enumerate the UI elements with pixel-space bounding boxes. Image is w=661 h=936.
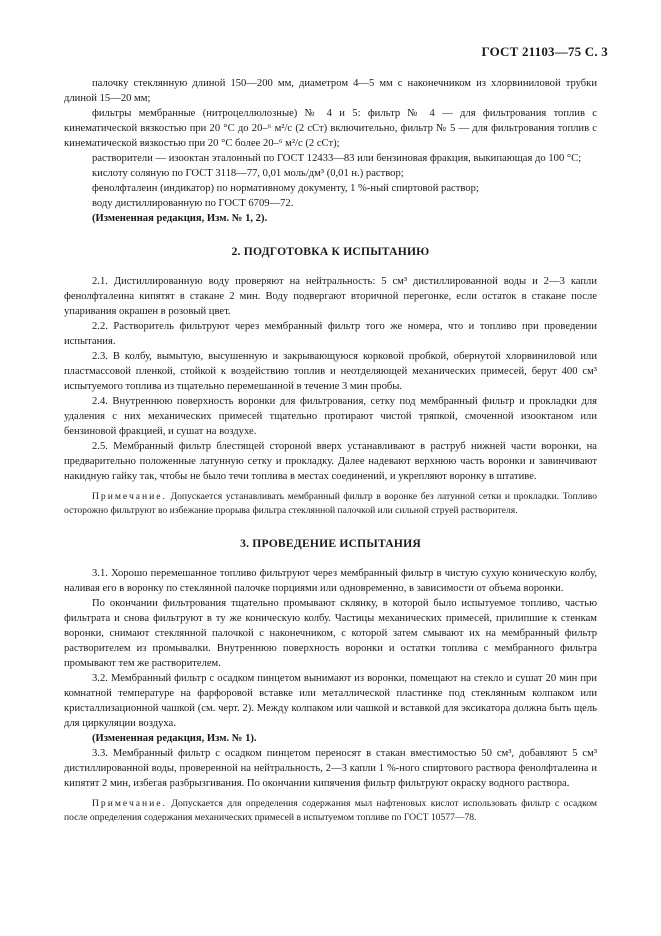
paragraph-3-3: 3.3. Мембранный фильтр с осадком пинцетом переносят в стакан вместимостью 50 см³, добавляют 5 см³ дистиллированной воды, проверенной на нейтральность, 2—3 капли 1 %-ного спиртового раствора фенолфталеина и кипятят 2 мин, избегая разбрызгивания. По окончании кипячения фильтр фильтруют окраску водного раствора. [64,748,597,789]
intro-item-acid: кислоту соляную по ГОСТ 3118—77, 0,01 моль/дм³ (0,01 н.) раствор; [92,168,404,179]
intro-edit-note: (Измененная редакция, Изм. № 1, 2). [92,213,268,224]
paragraph-3-2: 3.2. Мембранный фильтр с осадком пинцетом вынимают из воронки, помещают на стекло и сушат 20 мин при комнатной температуре на фарфоровой вставке или металлической пластинке под стеклянным колпаком или кристаллизационной чашкой (см. черт. 2). Между колпаком или чашкой и вставкой для эксикатора должна быть щель для циркуляции воздуха. [64,673,597,729]
paragraph-2-5: 2.5. Мембранный фильтр блестящей стороной вверх устанавливают в раструб нижней части воронки, на предварительно положенные латунную сетку и прокладку. Далее надевают верхнюю часть воронки и завинчивают накидную гайку так, чтобы не было течи топлива в местах соединений, и укрепляют воронку в штативе. [64,441,597,482]
paragraph-3-1: 3.1. Хорошо перемешанное топливо фильтруют через мембранный фильтр в чистую сухую коническую колбу, наливая его в воронку по стеклянной палочке порциями или одновременно, в зависимости от объема воронки. [64,568,597,594]
note-text: Допускается устанавливать мембранный фильтр в воронке без латунной сетки и прокладки. Топливо осторожно фильтруют во избежание прорыва фильтра стеклянной палочкой или сильной струей растворителя. [64,491,597,516]
intro-item-phenolphthalein: фенолфталеин (индикатор) по нормативному документу, 1 %-ный спиртовой раствор; [92,183,479,194]
intro-item-filters: фильтры мембранные (нитроцеллюлозные) № 4 и 5: фильтр № 4 — для фильтрования топлив с кинематической вязкостью при 20 °С до 20–⁶ м²/с (2 сСт) включительно, фильтр № 5 — для фильтрования топлив с кинематической вязкостью при 20 °С более 20–⁶ м²/с (2 сСт); [64,108,597,149]
section-2-note [64,490,597,518]
paragraph-2-4: 2.4. Внутреннюю поверхность воронки для фильтрования, сетку под мембранный фильтр и прокладки для удаления с них механических примесей тщательно протирают чистой тряпкой, смоченной изооктаном или бензиновой фракцией, и сушат на воздухе. [64,396,597,437]
paragraph-2-3: 2.3. В колбу, вымытую, высушенную и закрывающуюся корковой пробкой, обернутой хлорвиниловой или пластмассовой пленкой, стойкой к воздействию топлив и неотделяющей механических примесей, берут 400 см³ испытуемого топлива из тщательно перемешанной в течение 3 мин пробы. [64,351,597,392]
intro-item-rod: палочку стеклянную длиной 150—200 мм, диаметром 4—5 мм с наконечником из хлорвиниловой трубки длиной 15—20 мм; [64,78,597,104]
paragraph-2-2: 2.2. Растворитель фильтруют через мембранный фильтр того же номера, что и топливо при проведении испытания. [64,321,597,347]
paragraph-3-1-cont: По окончании фильтрования тщательно промывают склянку, в которой было испытуемое топливо, частью фильтрата и снова фильтруют в ту же коническую колбу. Частицы механических примесей, прилипшие к стенкам воронки, снимают стеклянной палочкой с наконечником, с которой затем смывают их на мембранный фильтр растворителем из промывалки. Внутреннюю поверхность воронки и остатки топлива с мембранного фильтра промывают тем же растворителем. [64,598,597,669]
note-label: Примечание. [92,491,167,502]
note-label: Примечание. [92,798,167,809]
intro-item-water: воду дистиллированную по ГОСТ 6709—72. [92,198,294,209]
section-2-title: 2. ПОДГОТОВКА К ИСПЫТАНИЮ [231,245,430,258]
section-3-note [64,797,597,825]
paragraph-2-1: 2.1. Дистиллированную воду проверяют на нейтральность: 5 см³ дистиллированной воды и 2—3 капли фенолфталеина кипятят в стакане 2 мин. Воду подвергают вторичной перегонке, если остаток в стакане после упаривания окрашен в розовый цвет. [64,276,597,317]
intro-item-solvents: растворители — изооктан эталонный по ГОСТ 12433—83 или бензиновая фракция, выкипающая до 100 °С; [92,153,582,164]
page-header: ГОСТ 21103—75 С. 3 [481,44,608,59]
section-3-title: 3. ПРОВЕДЕНИЕ ИСПЫТАНИЯ [240,537,421,550]
document-body [64,76,597,825]
note-text: Допускается для определения содержания мыл нафтеновых кислот использовать фильтр с осадком после определения содержания механических примесей в испытуемом топливе по ГОСТ 10577—78. [64,798,597,823]
section-3-edit-note: (Измененная редакция, Изм. № 1). [92,733,257,744]
